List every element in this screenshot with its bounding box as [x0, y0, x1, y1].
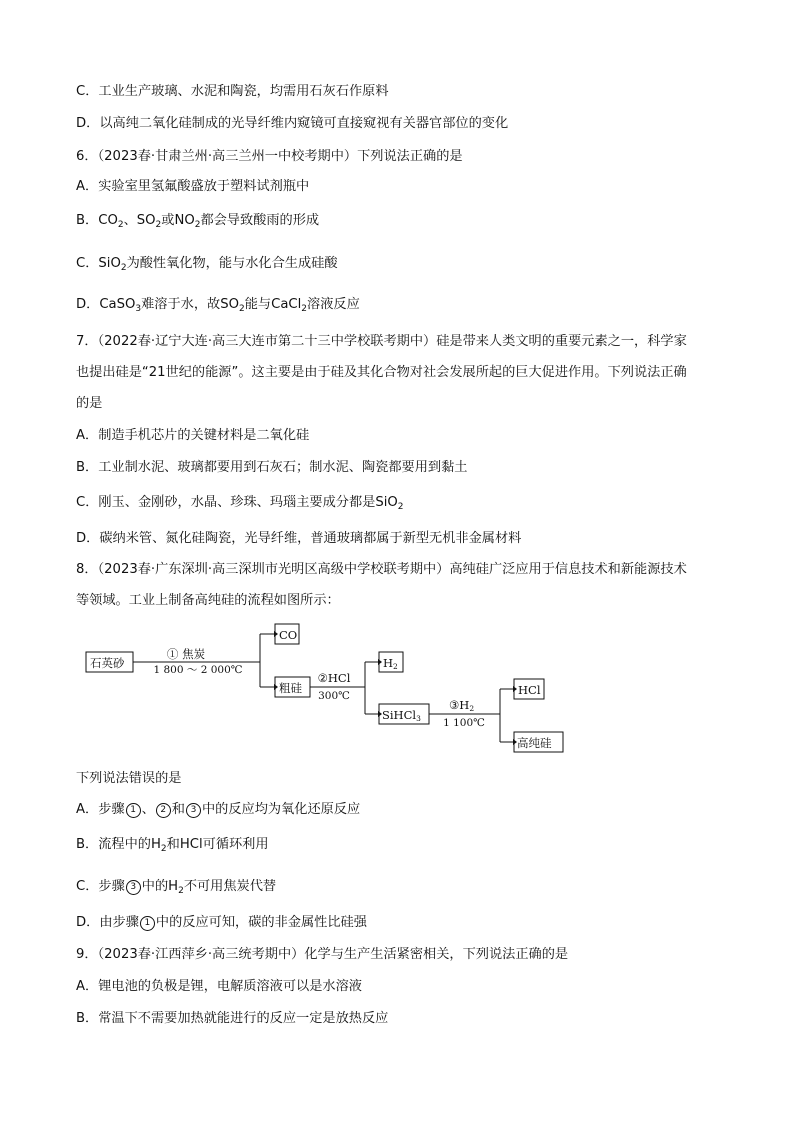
h2-formula-c: H: [168, 879, 179, 894]
h2-subscript-b: 2: [160, 844, 167, 854]
cacl2-subscript: 2: [301, 304, 308, 314]
arrow-co-icon: [274, 631, 278, 637]
sio2-formula-q7: SiO: [375, 495, 398, 510]
q8-stem-line2: 等领域。工业上制备高纯硅的流程如图所示：: [76, 593, 340, 608]
q6d-text1: 难溶于水，故: [141, 297, 221, 312]
silicon-flow-diagram: [80, 620, 580, 760]
q8b-sep: 和: [166, 837, 180, 852]
label-step1-reagent: ① 焦炭: [166, 647, 206, 661]
caso3-formula: CaSO: [99, 297, 136, 312]
q6-option-b: [76, 212, 319, 234]
step-number-1: 1: [126, 803, 141, 818]
q9-option-a: A．锂电池的负极是锂，电解质溶液可以是水溶液: [76, 979, 362, 994]
q9-option-b: B．常温下不需要加热就能进行的反应一定是放热反应: [76, 1011, 389, 1026]
so2-formula-d: SO: [220, 297, 240, 312]
q6-stem: 6．（2023春·甘肃兰州·高三兰州一中校考期中）下列说法正确的是: [76, 149, 463, 164]
arrow-crude-icon: [274, 684, 278, 690]
label-step3-temp: 1 100℃: [443, 717, 485, 729]
q8b-label: B．流程中的: [76, 837, 151, 852]
sio2-formula: SiO: [98, 256, 121, 271]
h2-sub: 2: [393, 662, 398, 671]
label-hcl: HCl: [518, 683, 541, 697]
q8c-text1: 中的: [141, 879, 169, 894]
q8-stem-line1: 8．（2023春·广东深圳·高三深圳市光明区高级中学校联考期中）高纯硅广泛应用于信息技术和新能源技术: [76, 562, 687, 577]
step3-main: ③H: [449, 698, 470, 712]
q5-option-d: D．以高纯二氧化硅制成的光导纤维内窥镜可直接窥视有关器官部位的变化: [76, 116, 509, 131]
label-pure-silicon: 高纯硅: [517, 736, 552, 750]
q6c-label: C．: [76, 256, 99, 271]
q7-stem-line2: 也提出硅是“21世纪的能源”。这主要是由于硅及其化合物对社会发展所起的巨大促进作用。下列说法正确: [76, 365, 687, 380]
label-crude-silicon: 粗硅: [279, 681, 302, 695]
co2-subscript: 2: [117, 220, 124, 230]
so2-formula: SO: [136, 213, 156, 228]
q8d-rest: 中的反应可知，碳的非金属性比硅强: [155, 915, 367, 930]
q7-option-c: [76, 494, 404, 516]
co2-formula: CO: [98, 213, 118, 228]
sihcl3-main: SiHCl: [382, 708, 417, 722]
h2-formula-b: H: [150, 837, 161, 852]
label-step2-temp: 300℃: [318, 690, 350, 702]
q6c-rest: 为酸性氧化物，能与水化合生成硅酸: [126, 256, 338, 271]
q8a-rest: 中的反应均为氧化还原反应: [201, 802, 361, 817]
q5-option-c: C．工业生产玻璃、水泥和陶瓷，均需用石灰石作原料: [76, 84, 389, 99]
label-sihcl3: [382, 708, 421, 723]
q8-option-c: [76, 878, 276, 900]
sio2-subscript: 2: [120, 263, 127, 273]
q6b-label: B．: [76, 213, 99, 228]
q8c-label: C．步骤: [76, 879, 125, 894]
label-step1-temp: 1 800 ～ 2 000℃: [153, 664, 243, 676]
q6-option-d: [76, 296, 360, 318]
q8a-sep1: 、: [141, 802, 155, 817]
h2-main: H: [383, 656, 394, 670]
arrow-hcl-icon: [513, 686, 517, 692]
label-h2: [383, 656, 398, 671]
q7-stem-line1: 7．（2022春·辽宁大连·高三大连市第二十三中学校联考期中）硅是带来人类文明的重要元素之一，科学家: [76, 334, 687, 349]
so2-subscript: 2: [155, 220, 162, 230]
q8d-label: D．由步骤: [76, 915, 139, 930]
hcl-formula-b: HCl: [179, 837, 203, 852]
step-number-3-c: 3: [126, 880, 141, 895]
q7-option-d: D．碳纳米管、氮化硅陶瓷，光导纤维，普通玻璃都属于新型无机非金属材料: [76, 531, 522, 546]
no2-formula: NO: [174, 213, 195, 228]
q6b-rest: 都会导致酸雨的形成: [200, 213, 320, 228]
q8-option-a: [76, 801, 360, 819]
q8b-rest: 可循环利用: [202, 837, 269, 852]
q7c-text: C．刚玉、金刚砂，水晶、珍珠、玛瑙主要成分都是: [76, 495, 376, 510]
label-step2-reagent: ②HCl: [317, 671, 351, 685]
sio2-subscript-q7: 2: [397, 502, 404, 512]
q6-option-a: A．实验室里氢氟酸盛放于塑料试剂瓶中: [76, 179, 310, 194]
so2-subscript-d: 2: [239, 304, 245, 314]
step-number-2: 2: [156, 803, 171, 818]
sihcl3-sub: 3: [416, 714, 421, 723]
q8a-sep2: 和: [171, 802, 185, 817]
q6b-sep2: 或: [161, 213, 175, 228]
q6b-sep1: 、: [123, 213, 137, 228]
q8-option-d: [76, 914, 367, 932]
q6d-rest: 溶液反应: [307, 297, 360, 312]
q7-stem-line3: 的是: [76, 396, 103, 411]
cacl2-formula: CaCl: [271, 297, 302, 312]
q7-option-a: A．制造手机芯片的关键材料是二氧化硅: [76, 428, 310, 443]
q8a-label: A．步骤: [76, 802, 125, 817]
label-step3-reagent: [449, 698, 474, 713]
arrow-h2-icon: [378, 659, 382, 665]
q6d-text2: 能与: [244, 297, 272, 312]
caso3-subscript: 3: [135, 304, 142, 314]
no2-subscript: 2: [194, 220, 201, 230]
q8-option-b: [76, 836, 269, 858]
step3-sub: 2: [469, 704, 475, 713]
label-co: CO: [279, 628, 298, 642]
q8-stem-line3: 下列说法错误的是: [76, 771, 182, 786]
step-number-1-d: 1: [140, 916, 155, 931]
q9-stem: 9．（2023春·江西萍乡·高三统考期中）化学与生产生活紧密相关，下列说法正确的是: [76, 947, 569, 962]
q7-option-b: B．工业制水泥、玻璃都要用到石灰石；制水泥、陶瓷都要用到黏土: [76, 460, 468, 475]
h2-subscript-c: 2: [178, 886, 184, 896]
step-number-3: 3: [186, 803, 201, 818]
q6-option-c: [76, 255, 338, 277]
q8c-rest: 不可用焦炭代替: [183, 879, 277, 894]
q6d-label: D．: [76, 297, 100, 312]
label-quartz-sand: 石英砂: [90, 656, 125, 670]
